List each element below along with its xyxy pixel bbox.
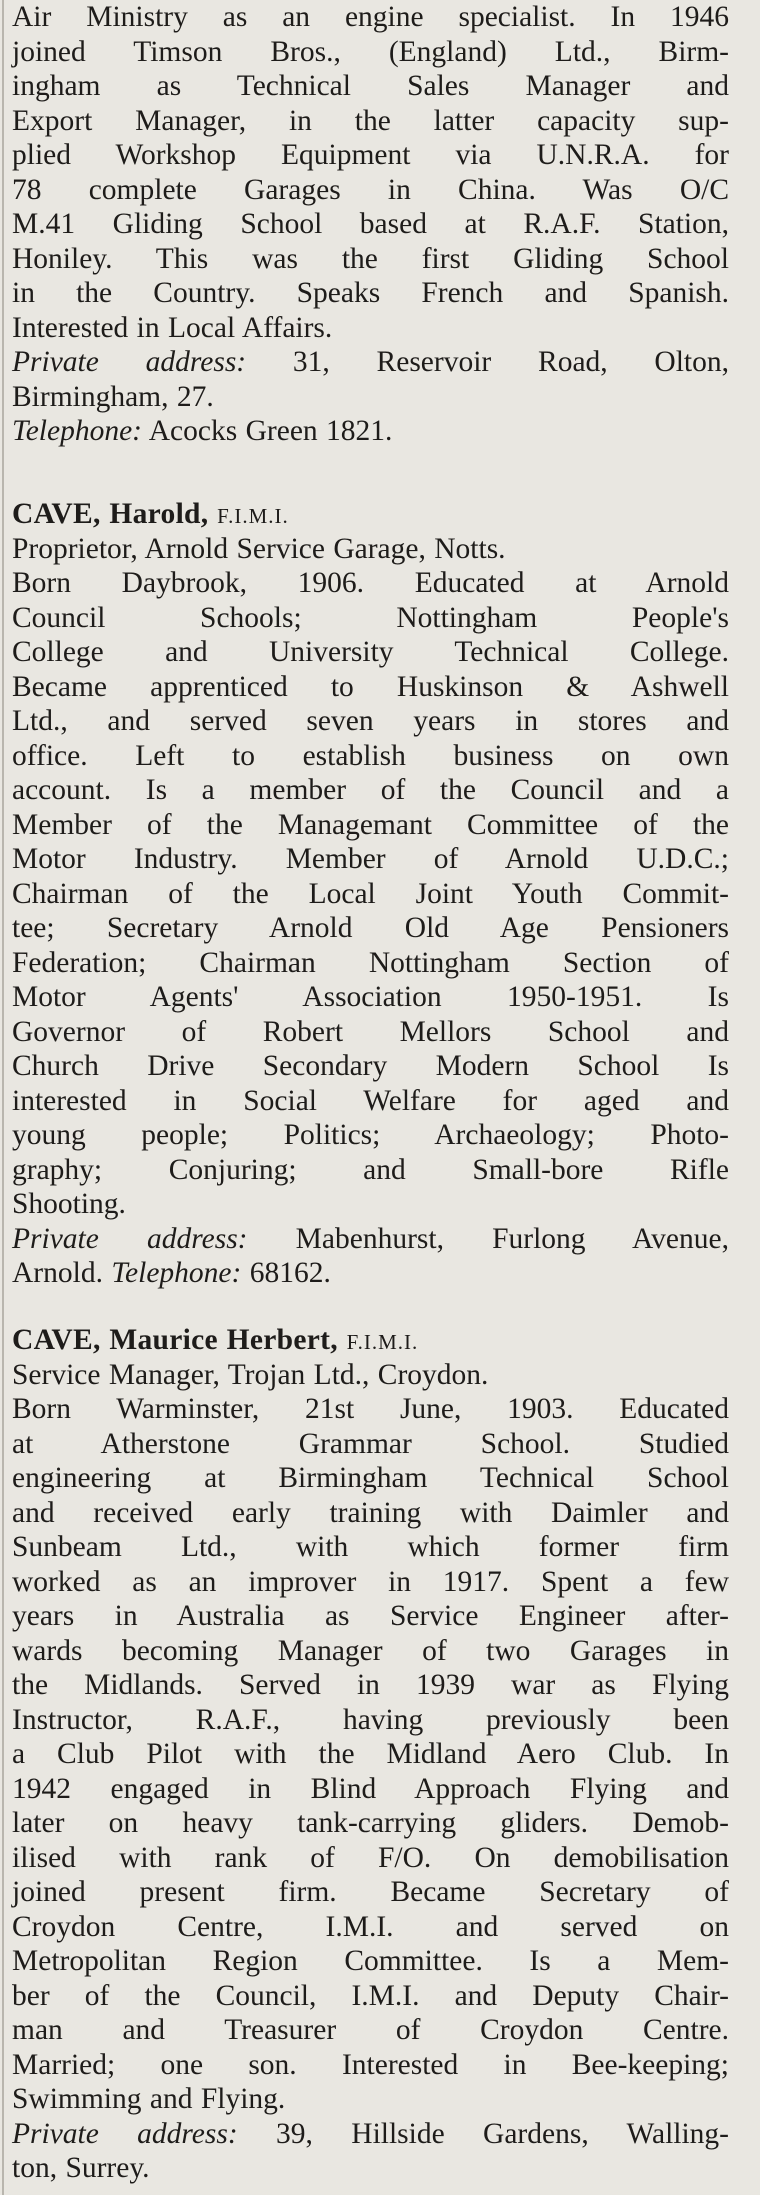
text-segment: Service Manager, Trojan Ltd., Croydon. (12, 1358, 489, 1391)
text-segment: engineering at Birmingham Technical School (12, 1462, 729, 1494)
text-segment: Council Schools; Nottingham People's (12, 601, 729, 634)
text-line (12, 670, 729, 705)
text-segment: 31, Reservoir Road, Olton, (246, 346, 730, 378)
text-line (12, 1427, 729, 1462)
text-segment: joined Timson Bros., (England) Ltd., Birm- (12, 35, 729, 68)
entry-cave-harold (12, 497, 729, 1291)
text-segment: Air Ministry as an engine specialist. In 1946 (12, 1, 729, 33)
text-line (12, 877, 729, 912)
text-segment: Sunbeam Ltd., with which former firm (12, 1531, 729, 1563)
field-label: Private address: (12, 2117, 238, 2150)
text-segment: in the Country. Speaks French and Spanish. (12, 277, 729, 309)
text-line (12, 704, 729, 739)
text-segment: Church Drive Secondary Modern School Is (12, 1050, 729, 1082)
text-segment: Federation; Chairman Nottingham Section of (12, 946, 729, 979)
text-segment: young people; Politics; Archaeology; Photo- (12, 1119, 729, 1151)
text-line (12, 2013, 729, 2048)
text-segment: Arnold. (12, 1257, 112, 1289)
entry-cave-maurice-herbert (12, 1323, 729, 2186)
text-segment: ton, Surrey. (12, 2152, 150, 2184)
text-line (12, 739, 729, 774)
text-line (12, 380, 729, 415)
text-segment: worked as an improver in 1917. Spent a few (12, 1565, 729, 1598)
page-edge-line (2, 0, 4, 2195)
text-line (12, 35, 729, 70)
text-segment: ber of the Council, I.M.I. and Deputy Chair- (12, 1979, 729, 2012)
text-line (12, 1392, 729, 1427)
text-line (12, 2048, 729, 2083)
text-segment: Governor of Robert Mellors School and (12, 1015, 729, 1048)
text-line (12, 0, 729, 35)
text-line (12, 1118, 729, 1153)
entry-heading (12, 1323, 729, 1358)
text-segment: Croydon Centre, I.M.I. and served on (12, 1910, 729, 1943)
text-line (12, 1496, 729, 1531)
text-segment: Chairman of the Local Joint Youth Commit- (12, 877, 729, 910)
qualifications: F.I.M.I. (217, 504, 289, 528)
text-segment: College and University Technical College. (12, 636, 729, 668)
text-segment: Married; one son. Interested in Bee-keeping; (12, 2048, 729, 2081)
text-segment: Honiley. This was the first Gliding School (12, 242, 729, 275)
text-line (12, 414, 729, 449)
text-segment: Proprietor, Arnold Service Garage, Notts. (12, 532, 506, 565)
text-line (12, 311, 729, 346)
text-segment: ingham as Technical Sales Manager and (12, 70, 729, 102)
text-line (12, 1461, 729, 1496)
text-segment: years in Australia as Service Engineer after- (12, 1600, 729, 1632)
text-line (12, 138, 729, 173)
text-line (12, 1153, 729, 1188)
text-segment: Mabenhurst, Furlong Avenue, (247, 1222, 729, 1255)
text-segment: Member of the Managemant Committee of the (12, 808, 729, 841)
field-label: Private address: (12, 1222, 248, 1255)
text-segment: Born Warminster, 21st June, 1903. Educated (12, 1393, 729, 1425)
text-segment: Metropolitan Region Committee. Is a Mem- (12, 1945, 729, 1977)
text-line (12, 842, 729, 877)
text-line (12, 1599, 729, 1634)
text-segment: M.41 Gliding School based at R.A.F. Station, (12, 208, 729, 240)
surname: CAVE, (12, 1324, 101, 1356)
text-segment: graphy; Conjuring; and Small-bore Rifle (12, 1153, 729, 1186)
text-line (12, 1530, 729, 1565)
qualifications: F.I.M.I. (346, 1330, 419, 1354)
text-line (12, 1049, 729, 1084)
text-line (12, 1084, 729, 1119)
text-segment: later on heavy tank-carrying gliders. Demob- (12, 1807, 729, 1839)
text-segment: 68162. (241, 1257, 331, 1289)
text-segment: Birmingham, 27. (12, 380, 214, 413)
text-line (12, 1565, 729, 1600)
text-segment: Shooting. (12, 1188, 126, 1220)
text-line (12, 1222, 729, 1257)
text-segment: 39, Hillside Gardens, Walling- (237, 2117, 730, 2150)
text-segment: Became apprenticed to Huskinson & Ashwell (12, 670, 729, 703)
text-line (12, 1187, 729, 1222)
text-line (12, 69, 729, 104)
text-line (12, 2082, 729, 2117)
text-line (12, 1634, 729, 1669)
field-label: Private address: (12, 346, 247, 378)
text-segment: Motor Industry. Member of Arnold U.D.C.; (12, 843, 729, 875)
text-segment: wards becoming Manager of two Garages in (12, 1634, 729, 1667)
text-line (12, 1910, 729, 1945)
text-segment: a Club Pilot with the Midland Aero Club. In (12, 1738, 729, 1770)
text-line (12, 173, 729, 208)
text-line (12, 911, 729, 946)
text-line (12, 1668, 729, 1703)
text-segment: at Atherstone Grammar School. Studied (12, 1427, 729, 1460)
text-segment: man and Treasurer of Croydon Centre. (12, 2014, 729, 2046)
text-segment: Motor Agents' Association 1950-1951. Is (12, 981, 729, 1013)
text-line (12, 980, 729, 1015)
text-segment: office. Left to establish business on own (12, 739, 729, 772)
text-line (12, 1256, 729, 1291)
text-line (12, 1358, 729, 1393)
given-names: Harold, (109, 498, 209, 530)
entry-continued (12, 0, 729, 449)
text-line (12, 946, 729, 981)
text-line (12, 207, 729, 242)
text-line (12, 1944, 729, 1979)
text-line (12, 635, 729, 670)
text-segment: 1942 engaged in Blind Approach Flying and (12, 1772, 729, 1805)
text-line (12, 808, 729, 843)
text-segment: joined present firm. Became Secretary of (12, 1876, 729, 1908)
text-segment: Acocks Green 1821. (142, 415, 393, 447)
text-segment: plied Workshop Equipment via U.N.R.A. for (12, 139, 729, 171)
field-label: Telephone: (12, 415, 142, 447)
text-line (12, 1772, 729, 1807)
field-label: Telephone: (111, 1257, 242, 1289)
text-line (12, 1979, 729, 2014)
text-segment: Interested in Local Affairs. (12, 311, 333, 344)
text-line (12, 345, 729, 380)
text-segment: the Midlands. Served in 1939 war as Flying (12, 1669, 729, 1701)
surname: CAVE, (12, 498, 101, 530)
text-segment: interested in Social Welfare for aged and (12, 1084, 729, 1117)
text-segment: Swimming and Flying. (12, 2083, 286, 2115)
text-line (12, 601, 729, 636)
text-segment: tee; Secretary Arnold Old Age Pensioners (12, 912, 729, 944)
text-line (12, 2117, 729, 2152)
entry-heading (12, 497, 729, 532)
text-line (12, 1703, 729, 1738)
text-line (12, 1015, 729, 1050)
text-segment: 78 complete Garages in China. Was O/C (12, 173, 729, 206)
text-line (12, 566, 729, 601)
text-segment: Instructor, R.A.F., having previously been (12, 1703, 729, 1736)
text-segment: Born Daybrook, 1906. Educated at Arnold (12, 567, 729, 599)
text-segment: and received early training with Daimler and (12, 1496, 729, 1529)
text-segment: Export Manager, in the latter capacity sup- (12, 104, 729, 137)
text-line (12, 1737, 729, 1772)
text-line (12, 276, 729, 311)
text-line (12, 104, 729, 139)
text-line (12, 532, 729, 567)
text-line (12, 1875, 729, 1910)
text-segment: ilised with rank of F/O. On demobilisation (12, 1841, 729, 1874)
text-segment: Ltd., and served seven years in stores and (12, 705, 729, 737)
text-line (12, 1806, 729, 1841)
text-segment: account. Is a member of the Council and a (12, 774, 729, 806)
text-line (12, 2151, 729, 2186)
text-line (12, 242, 729, 277)
given-names: Maurice Herbert, (109, 1324, 338, 1356)
text-line (12, 1841, 729, 1876)
text-line (12, 773, 729, 808)
